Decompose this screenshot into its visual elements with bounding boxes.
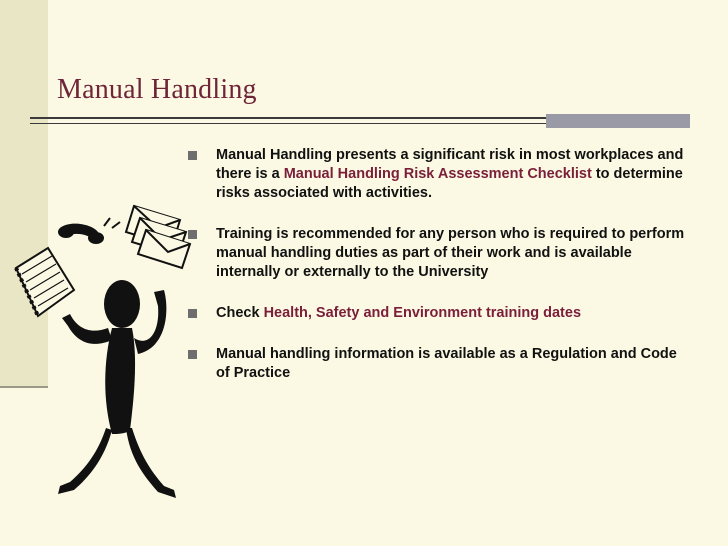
bullet-item-training bbox=[186, 225, 686, 282]
bullet-item-regulation bbox=[186, 345, 686, 383]
bullet-item-training-dates bbox=[186, 304, 686, 323]
training-dates-link[interactable]: Health, Safety and Environment training dates bbox=[263, 305, 582, 321]
bullet-text: Manual handling information is available as a Regulation and Code of Practice bbox=[216, 346, 677, 381]
square-bullet-icon bbox=[188, 151, 197, 160]
bullet-text: Check bbox=[216, 305, 264, 321]
risk-assessment-checklist-link[interactable]: Manual Handling Risk Assessment Checklist bbox=[283, 166, 592, 182]
telephone-handset-icon bbox=[58, 218, 120, 244]
slide-title: Manual Handling bbox=[57, 74, 257, 105]
bullet-text: Manual Handling presents a significant risk in most workplaces and there is a bbox=[216, 147, 684, 182]
stick-figure-icon bbox=[58, 280, 176, 498]
bullet-text: Training is recommended for any person who is required to perform manual handling duties as part of their work and is available internally or externally to the University bbox=[216, 226, 685, 280]
envelopes-icon bbox=[126, 206, 190, 268]
bullet-list bbox=[186, 146, 686, 383]
bullet-item-risk-checklist bbox=[186, 146, 686, 203]
juggling-figure-icon bbox=[8, 198, 208, 528]
title-rule-accent-block bbox=[546, 114, 690, 128]
bullet-text: to determine risks associated with activities. bbox=[216, 166, 683, 201]
notebook-icon bbox=[16, 248, 74, 316]
